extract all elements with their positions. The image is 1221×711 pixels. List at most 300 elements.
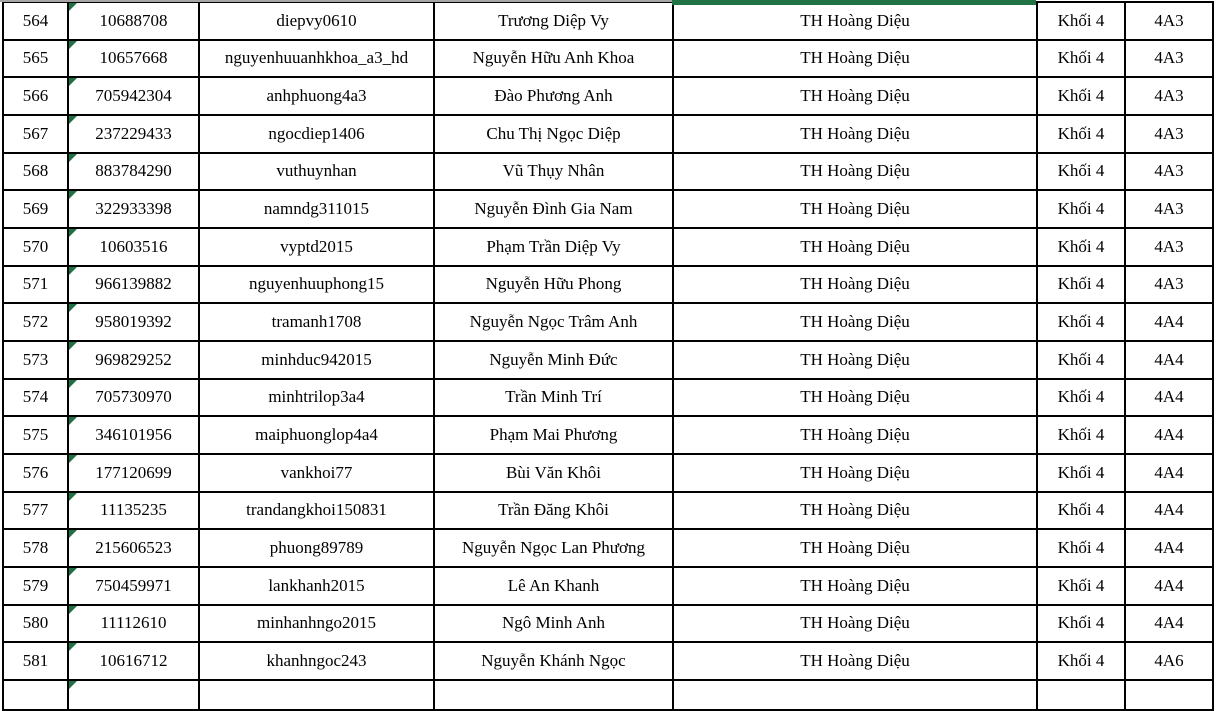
cell-text: phuong89789 <box>269 538 364 558</box>
cell-grade[interactable] <box>1038 380 1126 418</box>
cell-id[interactable] <box>69 154 200 192</box>
cell-text: Khối 4 <box>1057 312 1105 332</box>
cell-text: 4A3 <box>1154 236 1184 256</box>
cell-text: Khối 4 <box>1057 349 1105 369</box>
cell-text: 705730970 <box>95 387 172 407</box>
cell-text: 568 <box>22 161 49 181</box>
cell-username[interactable] <box>200 417 435 455</box>
cell-text: Khối 4 <box>1057 274 1105 294</box>
cell-text: 215606523 <box>95 538 172 558</box>
cell-text: TH Hoàng Diệu <box>800 199 910 219</box>
cell-text: TH Hoàng Diệu <box>800 650 910 670</box>
error-indicator-icon <box>69 3 77 11</box>
cell-text: 581 <box>22 650 49 670</box>
cell-text: khanhngoc243 <box>266 650 367 670</box>
cell-text: Trần Đăng Khôi <box>498 500 609 520</box>
error-indicator-icon <box>69 380 77 388</box>
cell-text: Ngô Minh Anh <box>502 613 605 633</box>
cell-row-number[interactable] <box>4 191 69 229</box>
cell-row-number[interactable] <box>4 643 69 681</box>
cell-school[interactable] <box>674 116 1038 154</box>
cell-grade[interactable] <box>1038 154 1126 192</box>
cell-row-number[interactable] <box>4 116 69 154</box>
table-row <box>4 78 1214 116</box>
cell-text: Đào Phương Anh <box>494 86 613 106</box>
cell-text: TH Hoàng Diệu <box>800 161 910 181</box>
table-row <box>4 191 1214 229</box>
cell-text: TH Hoàng Diệu <box>800 349 910 369</box>
cell-fullname[interactable] <box>435 493 674 531</box>
cell-text: Khối 4 <box>1057 48 1105 68</box>
cell-text: Nguyễn Hữu Phong <box>485 274 622 294</box>
cell-row-number[interactable] <box>4 568 69 606</box>
cell-text: 4A6 <box>1154 650 1184 670</box>
cell-username[interactable] <box>200 530 435 568</box>
table-row-partial <box>4 681 1214 711</box>
table-body <box>4 3 1214 681</box>
cell-fullname[interactable] <box>435 417 674 455</box>
cell-id[interactable] <box>69 191 200 229</box>
cell-fullname[interactable] <box>435 267 674 305</box>
cell-text: namndg311015 <box>263 199 370 219</box>
cell-text: Bùi Văn Khôi <box>505 462 602 482</box>
cell-grade[interactable] <box>1038 116 1126 154</box>
cell-school[interactable] <box>674 191 1038 229</box>
cell-school[interactable] <box>674 41 1038 79</box>
cell-class[interactable] <box>1126 304 1214 342</box>
cell-text: 969829252 <box>95 349 172 369</box>
cell-row-number[interactable] <box>4 304 69 342</box>
cell-id[interactable] <box>69 229 200 267</box>
cell-id[interactable] <box>69 493 200 531</box>
error-indicator-icon <box>69 342 77 350</box>
cell-id[interactable] <box>69 606 200 644</box>
cell-text: 580 <box>22 613 49 633</box>
cell-class[interactable] <box>1126 606 1214 644</box>
cell-fullname[interactable] <box>435 380 674 418</box>
cell-text: TH Hoàng Diệu <box>800 538 910 558</box>
cell-text: TH Hoàng Diệu <box>800 48 910 68</box>
cell-school[interactable] <box>674 304 1038 342</box>
error-indicator-icon <box>69 530 77 538</box>
cell-id[interactable] <box>69 681 200 711</box>
cell-school[interactable] <box>674 78 1038 116</box>
cell-username[interactable] <box>200 568 435 606</box>
cell-grade[interactable] <box>1038 681 1126 711</box>
cell-text: Khối 4 <box>1057 10 1105 30</box>
cell-text: 574 <box>22 387 49 407</box>
cell-grade[interactable] <box>1038 267 1126 305</box>
cell-class[interactable] <box>1126 342 1214 380</box>
cell-username[interactable] <box>200 116 435 154</box>
cell-text: Nguyễn Minh Đức <box>489 349 618 369</box>
cell-text: Khối 4 <box>1057 538 1105 558</box>
cell-id[interactable] <box>69 568 200 606</box>
cell-class[interactable] <box>1126 643 1214 681</box>
cell-text: maiphuonglop4a4 <box>255 425 378 445</box>
cell-school[interactable] <box>674 681 1038 711</box>
table-row <box>4 493 1214 531</box>
cell-text: Khối 4 <box>1057 387 1105 407</box>
cell-id[interactable] <box>69 3 200 41</box>
cell-text: Nguyễn Ngọc Trâm Anh <box>469 312 638 332</box>
error-indicator-icon <box>69 267 77 275</box>
cell-row-number[interactable] <box>4 267 69 305</box>
table-row <box>4 643 1214 681</box>
cell-text: 4A4 <box>1154 538 1184 558</box>
cell-id[interactable] <box>69 530 200 568</box>
cell-username[interactable] <box>200 380 435 418</box>
cell-text: lankhanh2015 <box>268 575 365 595</box>
error-indicator-icon <box>69 116 77 124</box>
cell-fullname[interactable] <box>435 116 674 154</box>
cell-class[interactable] <box>1126 455 1214 493</box>
cell-class[interactable] <box>1126 267 1214 305</box>
cell-school[interactable] <box>674 568 1038 606</box>
cell-text: 237229433 <box>95 123 172 143</box>
cell-text: Khối 4 <box>1057 86 1105 106</box>
cell-class[interactable] <box>1126 191 1214 229</box>
cell-text: 4A4 <box>1154 462 1184 482</box>
table-row <box>4 304 1214 342</box>
cell-text: Lê An Khanh <box>507 575 600 595</box>
cell-text: 4A3 <box>1154 274 1184 294</box>
cell-text: 564 <box>22 10 49 30</box>
cell-row-number[interactable] <box>4 681 69 711</box>
cell-fullname[interactable] <box>435 530 674 568</box>
cell-username[interactable] <box>200 304 435 342</box>
cell-class[interactable] <box>1126 417 1214 455</box>
table-row <box>4 154 1214 192</box>
table-row <box>4 568 1214 606</box>
cell-text: nguyenhuuanhkhoa_a3_hd <box>224 48 409 68</box>
cell-text: anhphuong4a3 <box>266 86 367 106</box>
cell-id[interactable] <box>69 455 200 493</box>
cell-grade[interactable] <box>1038 643 1126 681</box>
cell-text: Nguyễn Hữu Anh Khoa <box>472 48 635 68</box>
cell-class[interactable] <box>1126 530 1214 568</box>
table-row <box>4 342 1214 380</box>
cell-text: TH Hoàng Diệu <box>800 86 910 106</box>
cell-fullname[interactable] <box>435 41 674 79</box>
cell-text: Khối 4 <box>1057 500 1105 520</box>
cell-school[interactable] <box>674 530 1038 568</box>
cell-class[interactable] <box>1126 78 1214 116</box>
cell-text: Vũ Thụy Nhân <box>502 161 605 181</box>
cell-text: Khối 4 <box>1057 462 1105 482</box>
cell-text: 571 <box>22 274 49 294</box>
cell-school[interactable] <box>674 342 1038 380</box>
cell-text: 578 <box>22 538 49 558</box>
error-indicator-icon <box>69 568 77 576</box>
cell-class[interactable] <box>1126 568 1214 606</box>
cell-text: 575 <box>22 425 49 445</box>
cell-text: 4A4 <box>1154 575 1184 595</box>
cell-text: 579 <box>22 575 49 595</box>
cell-row-number[interactable] <box>4 154 69 192</box>
cell-text: 750459971 <box>95 575 172 595</box>
error-indicator-icon <box>69 493 77 501</box>
cell-text: 958019392 <box>95 312 172 332</box>
cell-school[interactable] <box>674 229 1038 267</box>
cell-text: TH Hoàng Diệu <box>800 575 910 595</box>
cell-text: Trần Minh Trí <box>505 387 602 407</box>
cell-text: Khối 4 <box>1057 575 1105 595</box>
cell-grade[interactable] <box>1038 606 1126 644</box>
cell-row-number[interactable] <box>4 417 69 455</box>
cell-fullname[interactable] <box>435 342 674 380</box>
cell-text: nguyenhuuphong15 <box>248 274 385 294</box>
cell-fullname[interactable] <box>435 229 674 267</box>
cell-username[interactable] <box>200 78 435 116</box>
cell-text: 10688708 <box>99 10 168 30</box>
table-row <box>4 417 1214 455</box>
cell-username[interactable] <box>200 267 435 305</box>
table-row <box>4 455 1214 493</box>
table-row <box>4 116 1214 154</box>
cell-fullname[interactable] <box>435 643 674 681</box>
error-indicator-icon <box>69 417 77 425</box>
cell-text: minhanhngo2015 <box>257 613 376 633</box>
cell-row-number[interactable] <box>4 493 69 531</box>
cell-text: 4A4 <box>1154 613 1184 633</box>
cell-fullname[interactable] <box>435 606 674 644</box>
cell-username[interactable] <box>200 455 435 493</box>
cell-id[interactable] <box>69 417 200 455</box>
cell-text: vyptd2015 <box>280 236 353 256</box>
cell-text: 573 <box>22 349 49 369</box>
cell-text: Khối 4 <box>1057 650 1105 670</box>
table-row <box>4 41 1214 79</box>
cell-text: TH Hoàng Diệu <box>800 387 910 407</box>
error-indicator-icon <box>69 606 77 614</box>
cell-grade[interactable] <box>1038 304 1126 342</box>
cell-class[interactable] <box>1126 229 1214 267</box>
cell-username[interactable] <box>200 41 435 79</box>
cell-text: TH Hoàng Diệu <box>800 462 910 482</box>
cell-text: 11135235 <box>100 500 167 520</box>
cell-grade[interactable] <box>1038 229 1126 267</box>
cell-text: 705942304 <box>95 86 172 106</box>
cell-text: Trương Diệp Vy <box>498 10 609 30</box>
cell-text: Chu Thị Ngọc Diệp <box>486 123 621 143</box>
cell-text: 883784290 <box>95 161 172 181</box>
cell-row-number[interactable] <box>4 229 69 267</box>
cell-text: 567 <box>22 123 49 143</box>
cell-grade[interactable] <box>1038 455 1126 493</box>
cell-id[interactable] <box>69 342 200 380</box>
cell-class[interactable] <box>1126 154 1214 192</box>
cell-text: 966139882 <box>95 274 172 294</box>
cell-text: 177120699 <box>95 462 172 482</box>
cell-row-number[interactable] <box>4 41 69 79</box>
cell-fullname[interactable] <box>435 681 674 711</box>
clipped-previous-row-gridline <box>0 0 672 2</box>
cell-username[interactable] <box>200 493 435 531</box>
cell-row-number[interactable] <box>4 455 69 493</box>
cell-text: 4A3 <box>1154 123 1184 143</box>
error-indicator-icon <box>69 681 77 689</box>
error-indicator-icon <box>69 643 77 651</box>
cell-class[interactable] <box>1126 493 1214 531</box>
cell-school[interactable] <box>674 455 1038 493</box>
cell-text: 4A4 <box>1154 312 1184 332</box>
cell-text: 4A3 <box>1154 199 1184 219</box>
cell-text: TH Hoàng Diệu <box>800 274 910 294</box>
cell-text: 4A4 <box>1154 349 1184 369</box>
cell-text: vankhoi77 <box>280 462 353 482</box>
cell-text: 4A3 <box>1154 48 1184 68</box>
cell-school[interactable] <box>674 417 1038 455</box>
cell-text: 4A3 <box>1154 161 1184 181</box>
cell-text: Phạm Trần Diệp Vy <box>486 236 621 256</box>
cell-text: 4A3 <box>1154 10 1184 30</box>
cell-id[interactable] <box>69 116 200 154</box>
cell-text: TH Hoàng Diệu <box>800 236 910 256</box>
cell-text: 4A4 <box>1154 387 1184 407</box>
cell-text: minhtrilop3a4 <box>268 387 365 407</box>
cell-text: 4A4 <box>1154 500 1184 520</box>
cell-text: Phạm Mai Phương <box>489 425 618 445</box>
cell-text: 4A4 <box>1154 425 1184 445</box>
cell-username[interactable] <box>200 191 435 229</box>
cell-fullname[interactable] <box>435 154 674 192</box>
cell-text: 576 <box>22 462 49 482</box>
cell-text: 346101956 <box>95 425 172 445</box>
cell-text: 566 <box>22 86 49 106</box>
cell-username[interactable] <box>200 154 435 192</box>
cell-text: 322933398 <box>95 199 172 219</box>
cell-fullname[interactable] <box>435 3 674 41</box>
cell-fullname[interactable] <box>435 191 674 229</box>
cell-id[interactable] <box>69 643 200 681</box>
cell-class[interactable] <box>1126 380 1214 418</box>
error-indicator-icon <box>69 455 77 463</box>
cell-id[interactable] <box>69 267 200 305</box>
cell-username[interactable] <box>200 606 435 644</box>
error-indicator-icon <box>69 191 77 199</box>
cell-row-number[interactable] <box>4 530 69 568</box>
error-indicator-icon <box>69 154 77 162</box>
cell-text: 565 <box>22 48 49 68</box>
cell-text: 10657668 <box>99 48 168 68</box>
cell-grade[interactable] <box>1038 41 1126 79</box>
cell-text: Khối 4 <box>1057 613 1105 633</box>
cell-grade[interactable] <box>1038 342 1126 380</box>
cell-text: trandangkhoi150831 <box>246 500 387 520</box>
cell-text: ngocdiep1406 <box>268 123 365 143</box>
cell-grade[interactable] <box>1038 78 1126 116</box>
cell-text: Nguyễn Ngọc Lan Phương <box>462 538 645 558</box>
table-row <box>4 3 1214 41</box>
cell-row-number[interactable] <box>4 606 69 644</box>
error-indicator-icon <box>69 41 77 49</box>
cell-class[interactable] <box>1126 116 1214 154</box>
cell-row-number[interactable] <box>4 380 69 418</box>
table-row <box>4 380 1214 418</box>
cell-text: 4A3 <box>1154 86 1184 106</box>
cell-text: minhduc942015 <box>261 349 372 369</box>
cell-text: TH Hoàng Diệu <box>800 500 910 520</box>
table-row <box>4 530 1214 568</box>
cell-username[interactable] <box>200 229 435 267</box>
cell-class[interactable] <box>1126 681 1214 711</box>
cell-fullname[interactable] <box>435 304 674 342</box>
cell-grade[interactable] <box>1038 530 1126 568</box>
cell-text: 10616712 <box>99 650 168 670</box>
table-row <box>4 267 1214 305</box>
error-indicator-icon <box>69 229 77 237</box>
cell-fullname[interactable] <box>435 455 674 493</box>
cell-text: TH Hoàng Diệu <box>800 10 910 30</box>
cell-fullname[interactable] <box>435 78 674 116</box>
cell-text: 569 <box>22 199 49 219</box>
cell-username[interactable] <box>200 643 435 681</box>
cell-grade[interactable] <box>1038 493 1126 531</box>
error-indicator-icon <box>69 78 77 86</box>
cell-text: 570 <box>22 236 49 256</box>
cell-text: Khối 4 <box>1057 425 1105 445</box>
cell-text: Khối 4 <box>1057 161 1105 181</box>
cell-text: 10603516 <box>99 236 168 256</box>
cell-school[interactable] <box>674 267 1038 305</box>
cell-text: 577 <box>22 500 49 520</box>
cell-school[interactable] <box>674 493 1038 531</box>
cell-text: Khối 4 <box>1057 199 1105 219</box>
cell-grade[interactable] <box>1038 191 1126 229</box>
cell-id[interactable] <box>69 380 200 418</box>
table-row <box>4 229 1214 267</box>
cell-id[interactable] <box>69 304 200 342</box>
cell-text: Nguyễn Đình Gia Nam <box>474 199 633 219</box>
table-row <box>4 606 1214 644</box>
cell-school[interactable] <box>674 643 1038 681</box>
cell-text: Nguyễn Khánh Ngọc <box>481 650 626 670</box>
cell-school[interactable] <box>674 154 1038 192</box>
cell-row-number[interactable] <box>4 3 69 41</box>
cell-username[interactable] <box>200 342 435 380</box>
cell-id[interactable] <box>69 78 200 116</box>
cell-text: tramanh1708 <box>271 312 362 332</box>
cell-class[interactable] <box>1126 3 1214 41</box>
cell-grade[interactable] <box>1038 3 1126 41</box>
cell-text: TH Hoàng Diệu <box>800 123 910 143</box>
selection-border <box>672 0 1036 5</box>
cell-row-number[interactable] <box>4 342 69 380</box>
cell-class[interactable] <box>1126 41 1214 79</box>
spreadsheet-grid <box>2 1 1214 711</box>
cell-text: TH Hoàng Diệu <box>800 613 910 633</box>
cell-id[interactable] <box>69 41 200 79</box>
cell-text: Khối 4 <box>1057 123 1105 143</box>
error-indicator-icon <box>69 304 77 312</box>
cell-school[interactable] <box>674 380 1038 418</box>
cell-text: diepvy0610 <box>276 10 357 30</box>
cell-text: TH Hoàng Diệu <box>800 425 910 445</box>
cell-fullname[interactable] <box>435 568 674 606</box>
cell-username[interactable] <box>200 681 435 711</box>
cell-text: vuthuynhan <box>276 161 357 181</box>
cell-text: Khối 4 <box>1057 236 1105 256</box>
cell-row-number[interactable] <box>4 78 69 116</box>
cell-grade[interactable] <box>1038 417 1126 455</box>
cell-school[interactable] <box>674 606 1038 644</box>
cell-text: 572 <box>22 312 49 332</box>
cell-grade[interactable] <box>1038 568 1126 606</box>
cell-text: 11112610 <box>100 613 167 633</box>
cell-school[interactable] <box>674 3 1038 41</box>
cell-username[interactable] <box>200 3 435 41</box>
